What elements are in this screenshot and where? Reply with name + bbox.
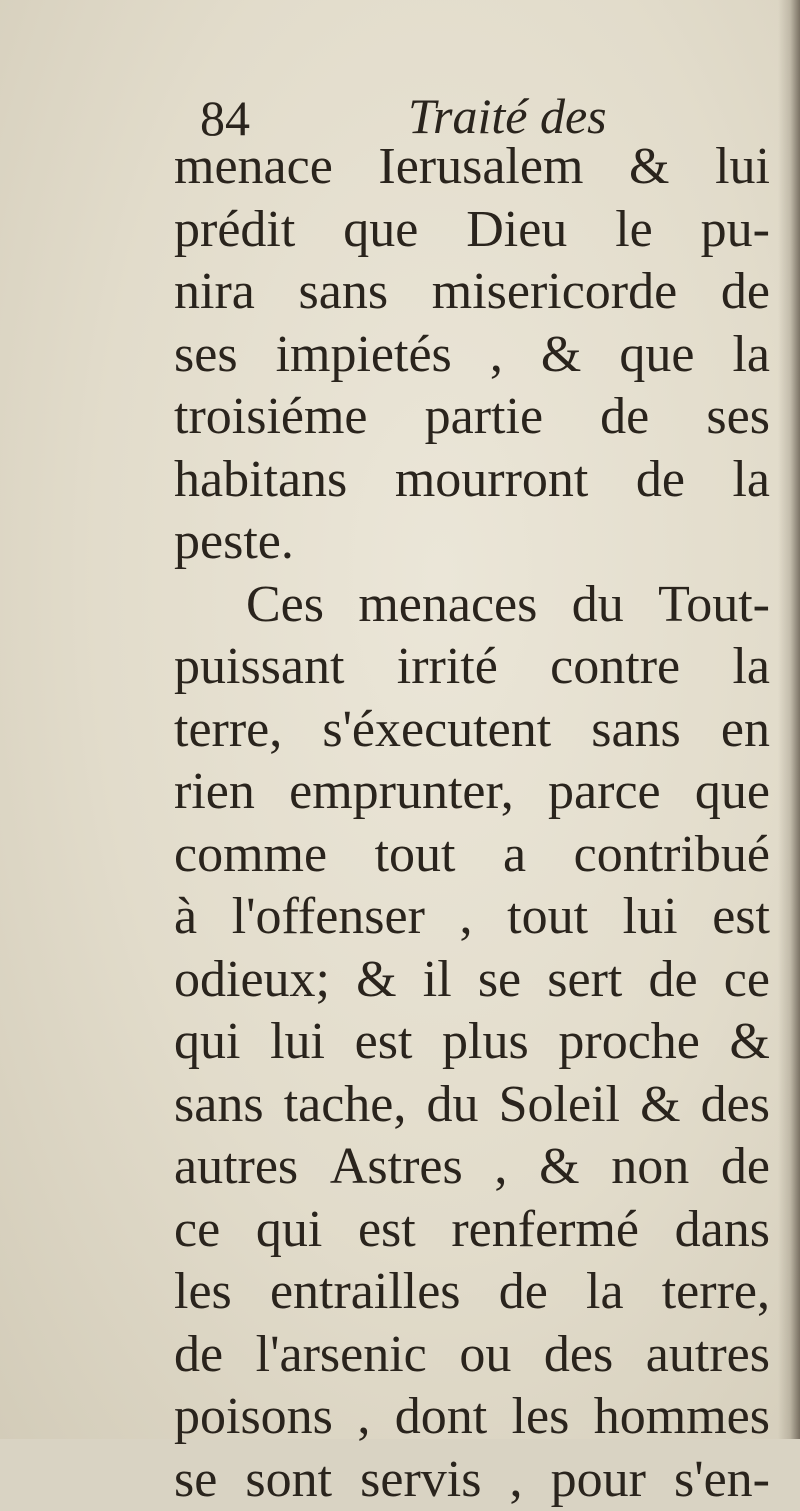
word: Dieu (466, 199, 567, 262)
word: se (174, 1449, 217, 1511)
word: Ces (246, 574, 324, 637)
word: non (611, 1136, 689, 1199)
word: odieux; (174, 949, 330, 1012)
word: du (427, 1074, 479, 1137)
word: ou (459, 1324, 511, 1387)
word: sans (174, 1074, 264, 1137)
text-line (174, 136, 770, 199)
word: & (730, 1011, 770, 1074)
word: les (174, 1261, 232, 1324)
word: des (701, 1074, 770, 1137)
word: contribué (574, 824, 770, 887)
word: la (732, 324, 770, 387)
word: poisons (174, 1386, 333, 1449)
word: lui (715, 136, 770, 199)
word: pu- (701, 199, 770, 262)
word: est (355, 1011, 413, 1074)
text-line (174, 386, 770, 449)
word: dont (395, 1386, 487, 1449)
word: est (358, 1199, 416, 1262)
word: ce (724, 949, 770, 1012)
word: la (586, 1261, 624, 1324)
page-gutter-shadow (778, 0, 800, 1439)
word: & (640, 1074, 680, 1137)
word: rien (174, 761, 255, 824)
word: & (356, 949, 396, 1012)
word: , (460, 886, 473, 949)
word: de (649, 949, 698, 1012)
word: nira (174, 261, 255, 324)
word: menaces (358, 574, 537, 637)
word: s'en- (674, 1449, 770, 1511)
word: prédit (174, 199, 295, 262)
word: irrité (397, 636, 498, 699)
word: emprunter, (289, 761, 514, 824)
text-line (174, 886, 770, 949)
word: sans (299, 261, 389, 324)
word: misericorde (432, 261, 677, 324)
word: Ierusalem (378, 136, 583, 199)
word: impietés (276, 324, 452, 387)
word: le (615, 199, 653, 262)
word: de (600, 386, 649, 449)
word: qui (174, 1011, 240, 1074)
text-line (174, 324, 770, 387)
word: troisiéme (174, 386, 368, 449)
text-line (174, 449, 770, 512)
text-line (174, 1386, 770, 1449)
word: de (636, 449, 685, 512)
text-line (174, 1324, 770, 1387)
word: tache, (284, 1074, 407, 1137)
word: sans (591, 699, 681, 762)
word: la (732, 636, 770, 699)
word: qui (256, 1199, 322, 1262)
text-line (174, 511, 770, 574)
word: tout (375, 824, 456, 887)
word: lui (270, 1011, 325, 1074)
text-line (174, 1449, 770, 1511)
word: de (499, 1261, 548, 1324)
word: tout (507, 886, 588, 949)
word: Tout- (658, 574, 770, 637)
word: est (712, 886, 770, 949)
text-line (174, 949, 770, 1012)
word: & (539, 1136, 579, 1199)
word: des (544, 1324, 613, 1387)
word: de (174, 1324, 223, 1387)
word: les (512, 1386, 570, 1449)
text-line (174, 699, 770, 762)
text-line (174, 1261, 770, 1324)
word: à (174, 886, 197, 949)
word: de (721, 1136, 770, 1199)
word: partie (425, 386, 543, 449)
word: peste. (174, 511, 294, 574)
word: plus (442, 1011, 529, 1074)
word: Soleil (499, 1074, 620, 1137)
word: ses (706, 386, 770, 449)
text-line (174, 199, 770, 262)
text-line (174, 1011, 770, 1074)
word: hommes (594, 1386, 770, 1449)
word: terre, (662, 1261, 770, 1324)
text-line (174, 261, 770, 324)
word: servis (360, 1449, 481, 1511)
word: comme (174, 824, 327, 887)
text-line (174, 636, 770, 699)
word: que (695, 761, 770, 824)
word: lui (623, 886, 678, 949)
word: du (572, 574, 624, 637)
text-line (174, 1074, 770, 1137)
word: ce (174, 1199, 220, 1262)
text-line (174, 1136, 770, 1199)
word: renfermé (451, 1199, 639, 1262)
word: , (510, 1449, 523, 1511)
text-line (174, 1199, 770, 1262)
text-line (174, 761, 770, 824)
word: & (629, 136, 669, 199)
word: en (721, 699, 770, 762)
running-head: Traité des (408, 86, 607, 146)
text-line (174, 824, 770, 887)
word: , (357, 1386, 370, 1449)
word: se (478, 949, 521, 1012)
word: menace (174, 136, 333, 199)
word: il (423, 949, 452, 1012)
body-text (174, 136, 770, 1511)
word: pour (551, 1449, 646, 1511)
word: ses (174, 324, 238, 387)
word: , (490, 324, 503, 387)
word: terre, (174, 699, 282, 762)
word: autres (646, 1324, 770, 1387)
word: puissant (174, 636, 344, 699)
word: dans (675, 1199, 770, 1262)
word: a (503, 824, 526, 887)
word: & (541, 324, 581, 387)
word: la (732, 449, 770, 512)
word: mourront (395, 449, 589, 512)
word: sert (547, 949, 622, 1012)
word: Astres (330, 1136, 463, 1199)
word: l'offenser (232, 886, 425, 949)
page-number: 84 (200, 88, 250, 148)
word: contre (550, 636, 680, 699)
word: entrailles (270, 1261, 461, 1324)
word: habitans (174, 449, 347, 512)
text-line (174, 574, 770, 637)
word: l'arsenic (256, 1324, 427, 1387)
word: que (619, 324, 694, 387)
word: de (721, 261, 770, 324)
word: autres (174, 1136, 298, 1199)
word: , (494, 1136, 507, 1199)
word: que (343, 199, 418, 262)
word: sont (245, 1449, 332, 1511)
word: proche (558, 1011, 699, 1074)
word: parce (548, 761, 661, 824)
word: s'éxecutent (322, 699, 551, 762)
